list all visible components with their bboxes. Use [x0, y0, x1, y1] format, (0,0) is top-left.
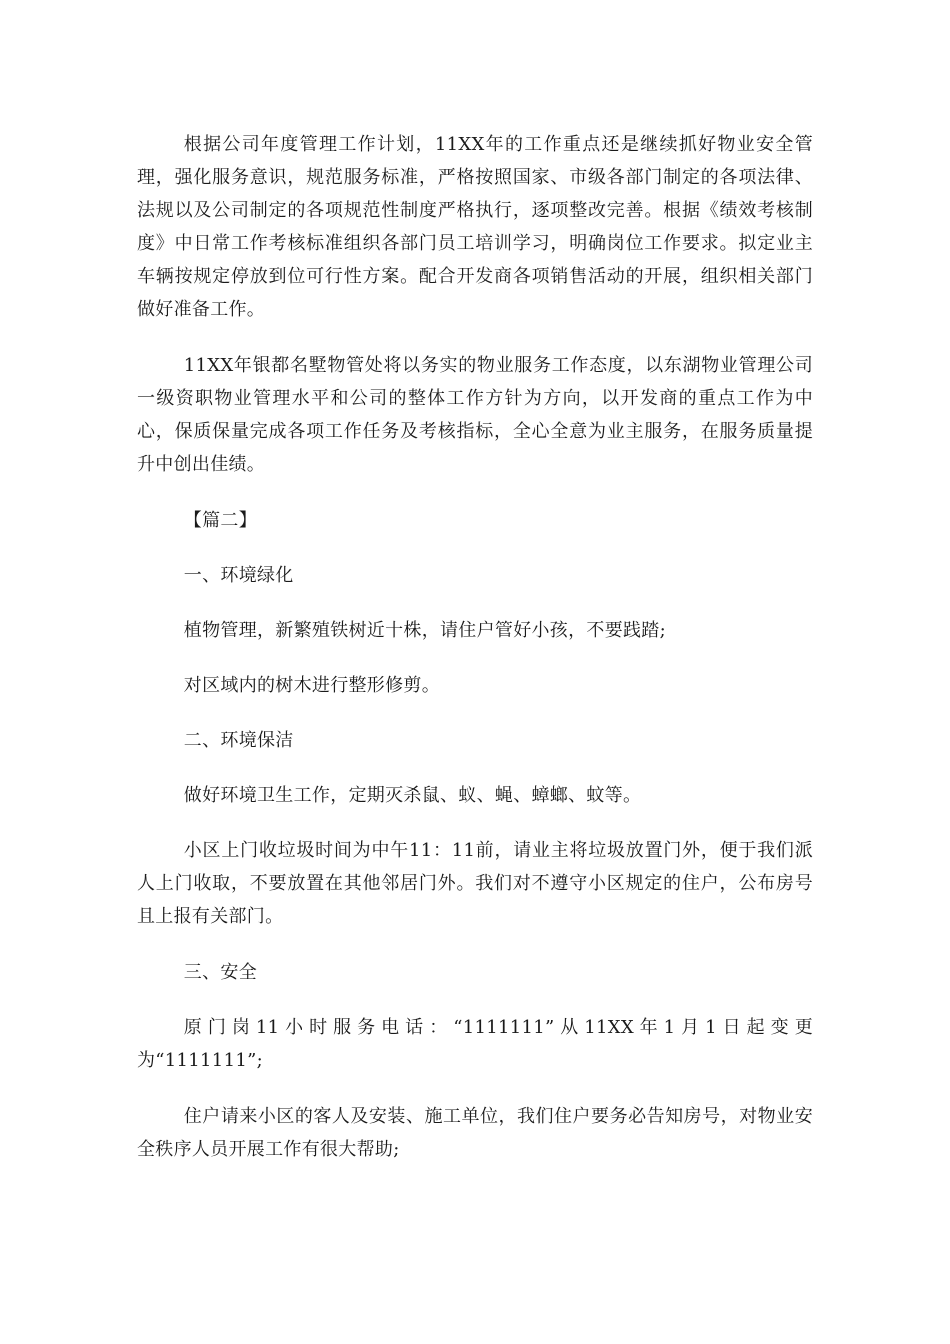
section-heading-greening: 一、环境绿化: [183, 565, 294, 586]
paragraph-garbage-collection: 小区上门收垃圾时间为中午11：11前，请业主将垃圾放置门外，便于我们派人上门收取，不要放置在其他邻居门外。我们对不遵守小区规定的住户，公布房号且上报有关部门。: [137, 840, 813, 927]
paragraph-visitor-notice: 住户请来小区的客人及安装、施工单位，我们住户要务必告知房号，对物业安全秩序人员开展工作有很大帮助;: [137, 1106, 813, 1160]
section-heading-cleaning: 二、环境保洁: [183, 730, 294, 751]
paragraph-pest-control: 做好环境卫生工作，定期灭杀鼠、蚁、蝇、蟑螂、蚊等。: [183, 785, 642, 806]
paragraph-plant-management: 植物管理，新繁殖铁树近十株，请住户管好小孩，不要践踏;: [183, 620, 666, 641]
paragraph-tree-pruning: 对区域内的树木进行整形修剪。: [183, 675, 440, 696]
paragraph-work-goal: 11XX年银都名墅物管处将以务实的物业服务工作态度，以东湖物业管理公司一级资职物业管理水平和公司的整体工作方针为方向，以开发商的重点工作为中心，保质保量完成各项工作任务及考核指标，全心全意为业主服务，在服务质量提升中创出佳绩。: [137, 355, 813, 475]
section-heading-part-two: 【篇二】: [183, 510, 257, 531]
document-body: [137, 128, 813, 1189]
paragraph-annual-plan: 根据公司年度管理工作计划，11XX年的工作重点还是继续抓好物业安全管理，强化服务意识，规范服务标准，严格按照国家、市级各部门制定的各项法律、法规以及公司制定的各项规范性制度严格执行，逐项整改完善。根据《绩效考核制度》中日常工作考核标准组织各部门员工培训学习，明确岗位工作要求。拟定业主车辆按规定停放到位可行性方案。配合开发商各项销售活动的开展，组织相关部门做好准备工作。: [137, 134, 813, 320]
section-heading-security: 三、安全: [183, 962, 257, 983]
paragraph-service-phone: 原门岗11小时服务电话：“1111111”从11XX年1月1日起变更为“1111111”;: [137, 1017, 813, 1071]
